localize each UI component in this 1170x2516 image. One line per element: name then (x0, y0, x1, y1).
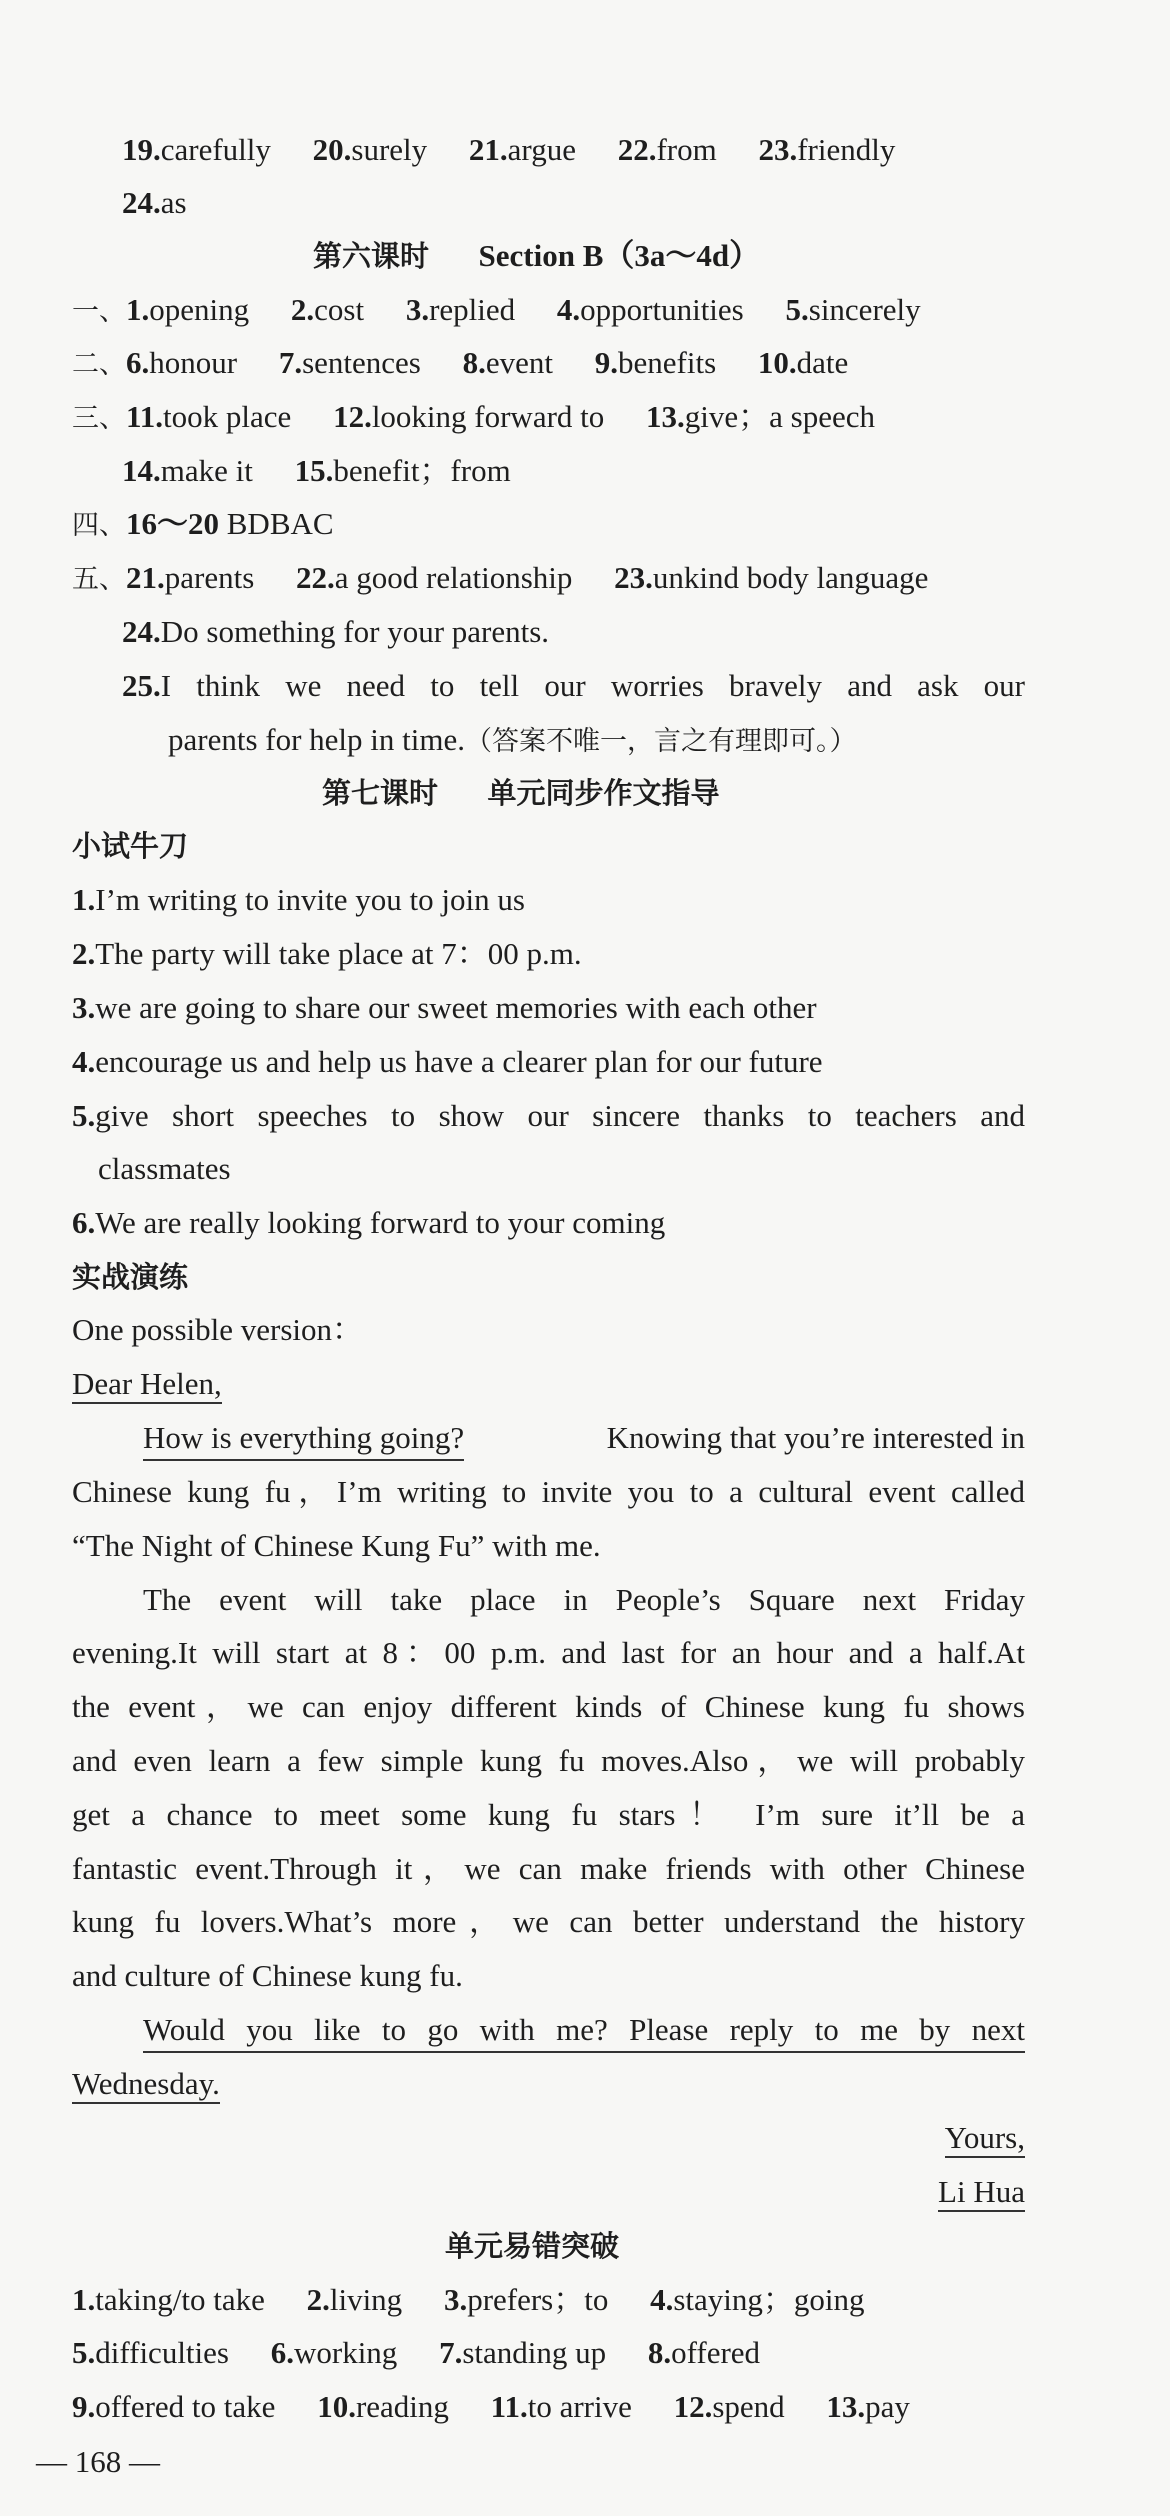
letter-p1-line3: “The Night of Chinese Kung Fu” with me. (72, 1528, 601, 1563)
answer-10: 10.date (757, 345, 849, 380)
practice-5-line1: 5.give short speeches to show our sincere thanks to teachers and (72, 1098, 1025, 1133)
part1-label: 一、 (72, 296, 126, 327)
answer-24-text: 24.as (122, 185, 187, 220)
letter-p2-line1: The event will take place in People’s Square next Friday (143, 1582, 1025, 1617)
part3-label: 三、 (72, 403, 126, 434)
letter-p2-line4: and even learn a few simple kung fu moves.Also，we will probably (72, 1743, 1025, 1778)
answer-13: 13.give；a speech (646, 399, 876, 434)
err-9: 9.offered to take (72, 2389, 276, 2424)
letter-p1-line1 (143, 1418, 1025, 1461)
answer-21: 21.argue (468, 132, 576, 167)
letter-p2-line6: fantastic event.Through it，we can make friends with other Chinese (72, 1851, 1025, 1886)
lesson7-heading (322, 773, 720, 813)
lesson6-part4 (72, 504, 334, 546)
answer-21b: 21.parents (126, 560, 255, 595)
err-1: 1.taking/to take (72, 2282, 265, 2317)
page-number: — 168 — (36, 2444, 160, 2479)
letter-p3-line1: Would you like to go with me? Please reply to me by next (143, 2010, 1025, 2053)
lesson6-part3-cont (122, 451, 511, 491)
signature-text: Li Hua (938, 2174, 1025, 2212)
errors-row3 (72, 2387, 910, 2427)
answer-9: 9.benefits (594, 345, 717, 380)
practice-6: 6.We are really looking forward to your coming (72, 1205, 666, 1240)
answer-23: 23.friendly (758, 132, 896, 167)
answer-3: 3.replied (405, 292, 516, 327)
err-12: 12.spend (673, 2389, 785, 2424)
err-3: 3.prefers；to (443, 2282, 609, 2317)
lesson6-part5 (72, 558, 928, 600)
answer-20: 20.surely (312, 132, 428, 167)
answer-7: 7.sentences (278, 345, 421, 380)
answer-25-line2-en: parents for help in time. (168, 722, 465, 757)
answer-23b: 23.unkind body language (614, 560, 929, 595)
version-label: One possible version： (72, 1312, 364, 1347)
lesson6-title-en: Section B（3a～4d） (478, 238, 761, 273)
practice-5-line2: classmates (98, 1151, 231, 1186)
err-8: 8.offered (647, 2335, 761, 2370)
answer-5: 5.sincerely (785, 292, 921, 327)
letter-p2-line8: and culture of Chinese kung fu. (72, 1958, 463, 1993)
answer-8: 8.event (462, 345, 553, 380)
letter-signature (938, 2172, 1025, 2212)
answer-22b: 22.a good relationship (296, 560, 573, 595)
answer-2: 2.cost (290, 292, 365, 327)
answer-15: 15.benefit；from (294, 453, 511, 488)
letter-p1-line2: Chinese kung fu，I’m writing to invite you to a cultural event called (72, 1474, 1025, 1509)
practice-4: 4.encourage us and help us have a clearer plan for our future (72, 1044, 823, 1079)
lesson6-heading (313, 236, 760, 276)
errors-row2 (72, 2333, 760, 2373)
lesson7-title-sub: 单元同步作文指导 (487, 776, 720, 810)
letter-p2-line5: get a chance to meet some kung fu stars！ I’m sure it’ll be a (72, 1797, 1025, 1832)
part5-label: 五、 (72, 564, 126, 595)
answer-14: 14.make it (122, 453, 253, 488)
letter-p2-line3: the event，we can enjoy different kinds of Chinese kung fu shows (72, 1689, 1025, 1724)
letter-p2-line2: evening.It will start at 8：00 p.m. and last for an hour and a half.At (72, 1635, 1025, 1670)
closing-text: Yours, (945, 2120, 1025, 2158)
lesson6-part2 (72, 343, 848, 385)
answer-12: 12.looking forward to (333, 399, 605, 434)
answer-25-line1: 25.I think we need to tell our worries bravely and ask our (122, 668, 1025, 703)
err-6: 6.working (270, 2335, 398, 2370)
answer-6: 6.honour (126, 345, 238, 380)
answer-11: 11.took place (126, 399, 292, 434)
part4-label: 四、 (72, 510, 126, 541)
err-13: 13.pay (826, 2389, 910, 2424)
answer-24 (122, 183, 187, 223)
combat-heading: 实战演练 (72, 1260, 189, 1294)
err-11: 11.to arrive (490, 2389, 632, 2424)
answer-19: 19.carefully (122, 132, 271, 167)
answer-16-20: 16～20 BDBAC (126, 506, 334, 541)
answer-1: 1.opening (126, 292, 250, 327)
practice-heading: 小试牛刀 (72, 829, 189, 863)
salutation-text: Dear Helen, (72, 1366, 222, 1404)
err-7: 7.standing up (439, 2335, 607, 2370)
err-4: 4.staying；going (650, 2282, 865, 2317)
err-10: 10.reading (317, 2389, 449, 2424)
part2-label: 二、 (72, 349, 126, 380)
errors-heading: 单元易错突破 (445, 2229, 620, 2263)
practice-3: 3.we are going to share our sweet memories with each other (72, 990, 817, 1025)
letter-salutation (72, 1364, 222, 1404)
answer-25-line2 (168, 720, 857, 762)
letter-p2-line7: kung fu lovers.What’s more，we can better understand the history (72, 1904, 1025, 1939)
p1-l1-rest: Knowing that you’re interested in (606, 1420, 1025, 1455)
err-2: 2.living (306, 2282, 403, 2317)
lesson6-part1 (72, 290, 921, 332)
lesson7-title-cn: 第七课时 (322, 776, 439, 810)
letter-closing (945, 2118, 1025, 2158)
answer-4: 4.opportunities (556, 292, 744, 327)
lesson6-title-cn: 第六课时 (313, 239, 430, 273)
err-5: 5.difficulties (72, 2335, 229, 2370)
answer-22: 22.from (617, 132, 717, 167)
p3-l2-text: Wednesday. (72, 2066, 220, 2104)
answer-24b: 24.Do something for your parents. (122, 614, 550, 649)
practice-1: 1.I’m writing to invite you to join us (72, 882, 525, 917)
errors-row1 (72, 2280, 865, 2320)
answer-25-note: （答案不唯一，言之有理即可。） (465, 726, 857, 757)
lesson6-part3 (72, 397, 875, 439)
answers-19-23 (122, 130, 895, 170)
opening-question: How is everything going? (143, 1418, 464, 1461)
letter-p3-line2 (72, 2064, 220, 2104)
practice-2: 2.The party will take place at 7：00 p.m. (72, 936, 582, 971)
